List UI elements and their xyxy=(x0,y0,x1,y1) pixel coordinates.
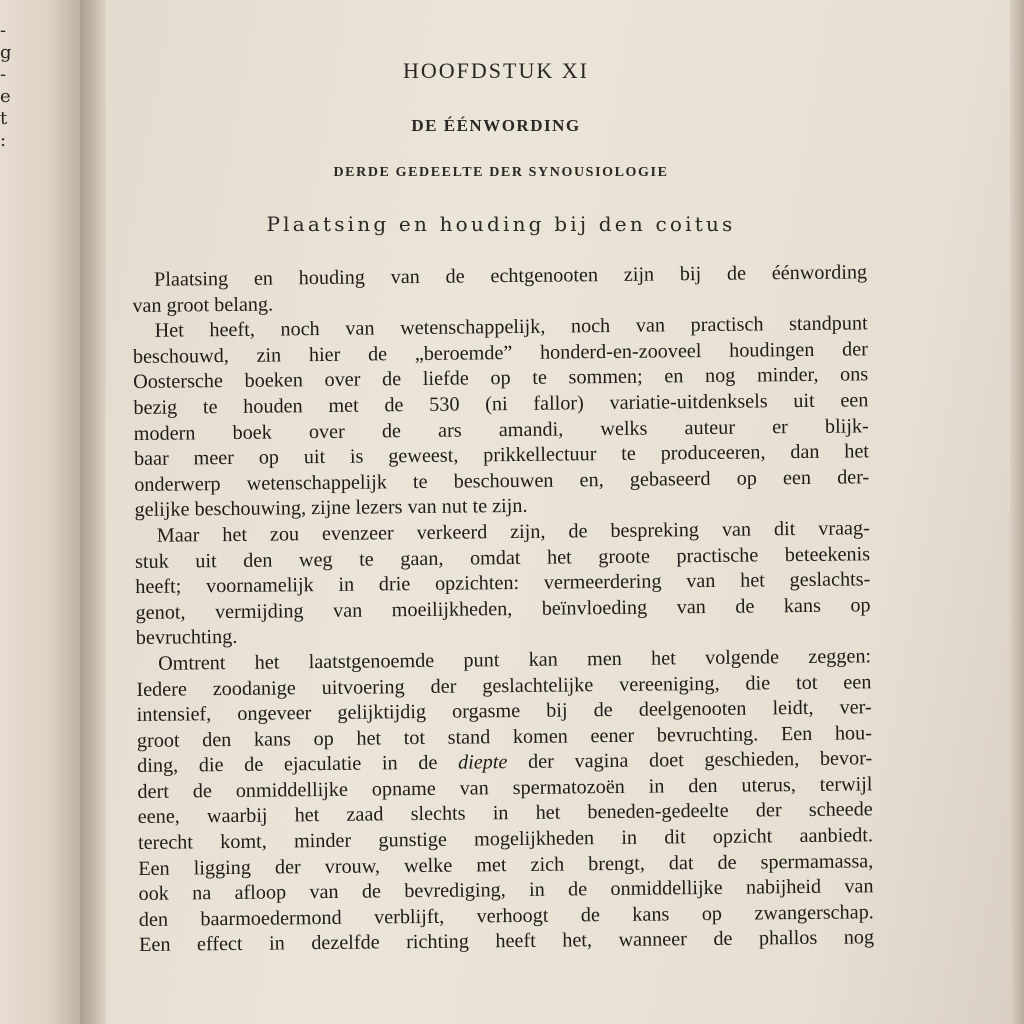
text-line: modern boek over de ars amandi, welks auteur er blijk- xyxy=(133,414,869,445)
chapter-heading: HOOFDSTUK XI xyxy=(403,58,589,83)
text-line: baar meer op uit is geweest, prikkellectuur te produceeren, dan het xyxy=(133,440,870,471)
text-line: gelijke beschouwing, zijne lezers van nut te zijn. xyxy=(134,495,528,522)
text-line: onderwerp wetenschappelijk te beschouwen en, gebaseerd op een der- xyxy=(134,466,870,496)
text-line: Een ligging der vrouw, welke met zich brengt, dat de spermamassa, xyxy=(138,849,874,880)
chapter-subtitle: DERDE GEDEELTE DER SYNOUSIOLOGIE xyxy=(333,165,669,180)
text-line: groot den kans op het tot stand komen eener bevruchting. Een hou- xyxy=(136,721,873,752)
text-line: bezig te houden met de 530 (ni fallor) variatie-uitdenksels uit een xyxy=(133,389,869,419)
body-text xyxy=(132,260,874,959)
text-line: beschouwd, zin hier de „beroemde” honderd-en-zooveel houdingen der xyxy=(132,338,869,368)
text-line: Maar het zou evenzeer verkeerd zijn, de bespreking van dit vraag- xyxy=(156,517,870,547)
text-line: genot, vermijding van moeilijkheden, beïnvloeding van de kans op xyxy=(135,594,871,624)
italic-word: diepte xyxy=(457,751,508,774)
text-line: den baarmoedermond verblijft, verhoogt de kans op zwangerschap. xyxy=(138,901,874,931)
book-gutter xyxy=(80,0,106,1024)
text-line: ook na afloop van de bevrediging, in de onmiddellijke nabijheid van xyxy=(138,875,874,906)
text-line: dert de onmiddellijke opname van spermatozoën in den uterus, terwijl xyxy=(137,773,873,803)
text-line: Het heeft, noch van wetenschappelijk, noch van practisch standpunt xyxy=(154,312,868,342)
section-heading: Plaatsing en houding bij den coitus xyxy=(266,212,736,236)
text-run: ding, die de ejaculatie in de xyxy=(137,752,438,778)
chapter-title: DE ÉÉNWORDING xyxy=(411,116,581,135)
text-line: Omtrent het laatstgenoemde punt kan men het volgende zeggen: xyxy=(158,645,872,675)
text-line: stuk uit den weg te gaan, omdat het groote practische beteekenis xyxy=(134,542,871,573)
text-line: heeft; voornamelijk in drie opzichten: vermeerdering van het geslachts- xyxy=(135,568,871,599)
left-page-edge xyxy=(0,0,80,1024)
text-run: der vagina doet geschieden, bevor- xyxy=(527,747,873,774)
book-page xyxy=(106,0,1024,1024)
text-line: intensief, ongeveer gelijktijdig orgasme bij de deelgenooten leidt, ver- xyxy=(136,696,872,727)
right-page-edge xyxy=(1010,0,1024,1024)
text-line: van groot belang. xyxy=(132,293,274,317)
text-line: terecht komt, minder gunstige mogelijkheden in dit opzicht aanbiedt. xyxy=(137,824,874,855)
text-line: Oostersche boeken over de liefde op te sommen; en nog minder, ons xyxy=(133,363,869,394)
left-page-text-fragment: - g - e t : xyxy=(0,20,12,151)
text-line: Plaatsing en houding van de echtgenooten zijn bij de éénwording xyxy=(154,261,868,291)
text-line: bevruchting. xyxy=(135,626,238,650)
text-line: Een effect in dezelfde richting heeft het, wanneer de phallos nog xyxy=(138,926,875,957)
text-line: Iedere zoodanige uitvoering der geslachtelijke vereeniging, die tot een xyxy=(136,670,872,701)
text-line: eene, waarbij het zaad slechts in het beneden-gedeelte der scheede xyxy=(137,798,873,829)
